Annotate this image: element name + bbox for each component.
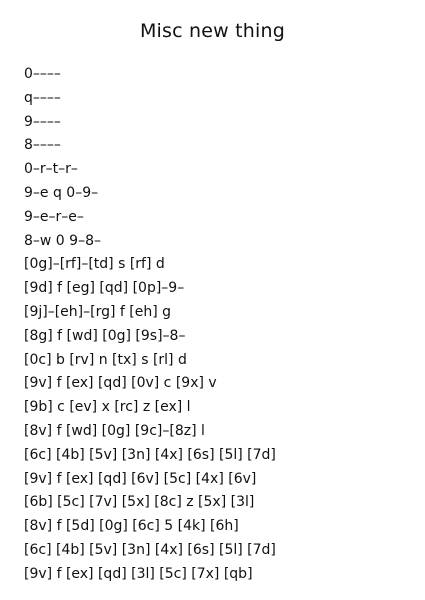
note-line: [0g]–[rf]–[td] s [rf] d xyxy=(24,256,165,273)
note-line: [8v] f [wd] [0g] [9c]–[8z] l xyxy=(24,422,205,439)
note-line: [8g] f [wd] [0g] [9s]–8– xyxy=(24,327,186,344)
note-line: 8–––– xyxy=(24,137,61,154)
note-line: [9v] f [ex] [qd] [3l] [5c] [7x] [qb] xyxy=(24,565,253,582)
note-line: [9v] f [ex] [qd] [0v] c [9x] v xyxy=(24,375,217,392)
note-line: [6c] [4b] [5v] [3n] [4x] [6s] [5l] [7d] xyxy=(24,446,276,463)
note-line: [0c] b [rv] n [tx] s [rl] d xyxy=(24,351,187,368)
note-line: [9b] c [ev] x [rc] z [ex] l xyxy=(24,399,191,416)
note-line: [9v] f [ex] [qd] [6v] [5c] [4x] [6v] xyxy=(24,470,257,487)
note-line: [9d] f [eg] [qd] [0p]–9– xyxy=(24,280,185,297)
note-lines xyxy=(24,63,276,587)
document-title: Misc new thing xyxy=(139,20,286,42)
note-line: 0–––– xyxy=(24,66,61,82)
note-line: 9–e–r–e– xyxy=(24,208,84,225)
note-line: [9j]–[eh]–[rg] f [eh] g xyxy=(24,303,172,320)
note-line: 8–w 0 9–8– xyxy=(24,232,101,249)
note-line: q–––– xyxy=(24,89,61,106)
note-line: 9–e q 0–9– xyxy=(24,184,99,201)
note-line: [6b] [5c] [7v] [5x] [8c] z [5x] [3l] xyxy=(24,494,255,511)
note-line: 0–r–t–r– xyxy=(24,161,78,178)
note-line: [6c] [4b] [5v] [3n] [4x] [6s] [5l] [7d] xyxy=(24,541,276,558)
note-line: [8v] f [5d] [0g] [6c] 5 [4k] [6h] xyxy=(24,518,239,535)
note-line: 9–––– xyxy=(24,113,61,130)
